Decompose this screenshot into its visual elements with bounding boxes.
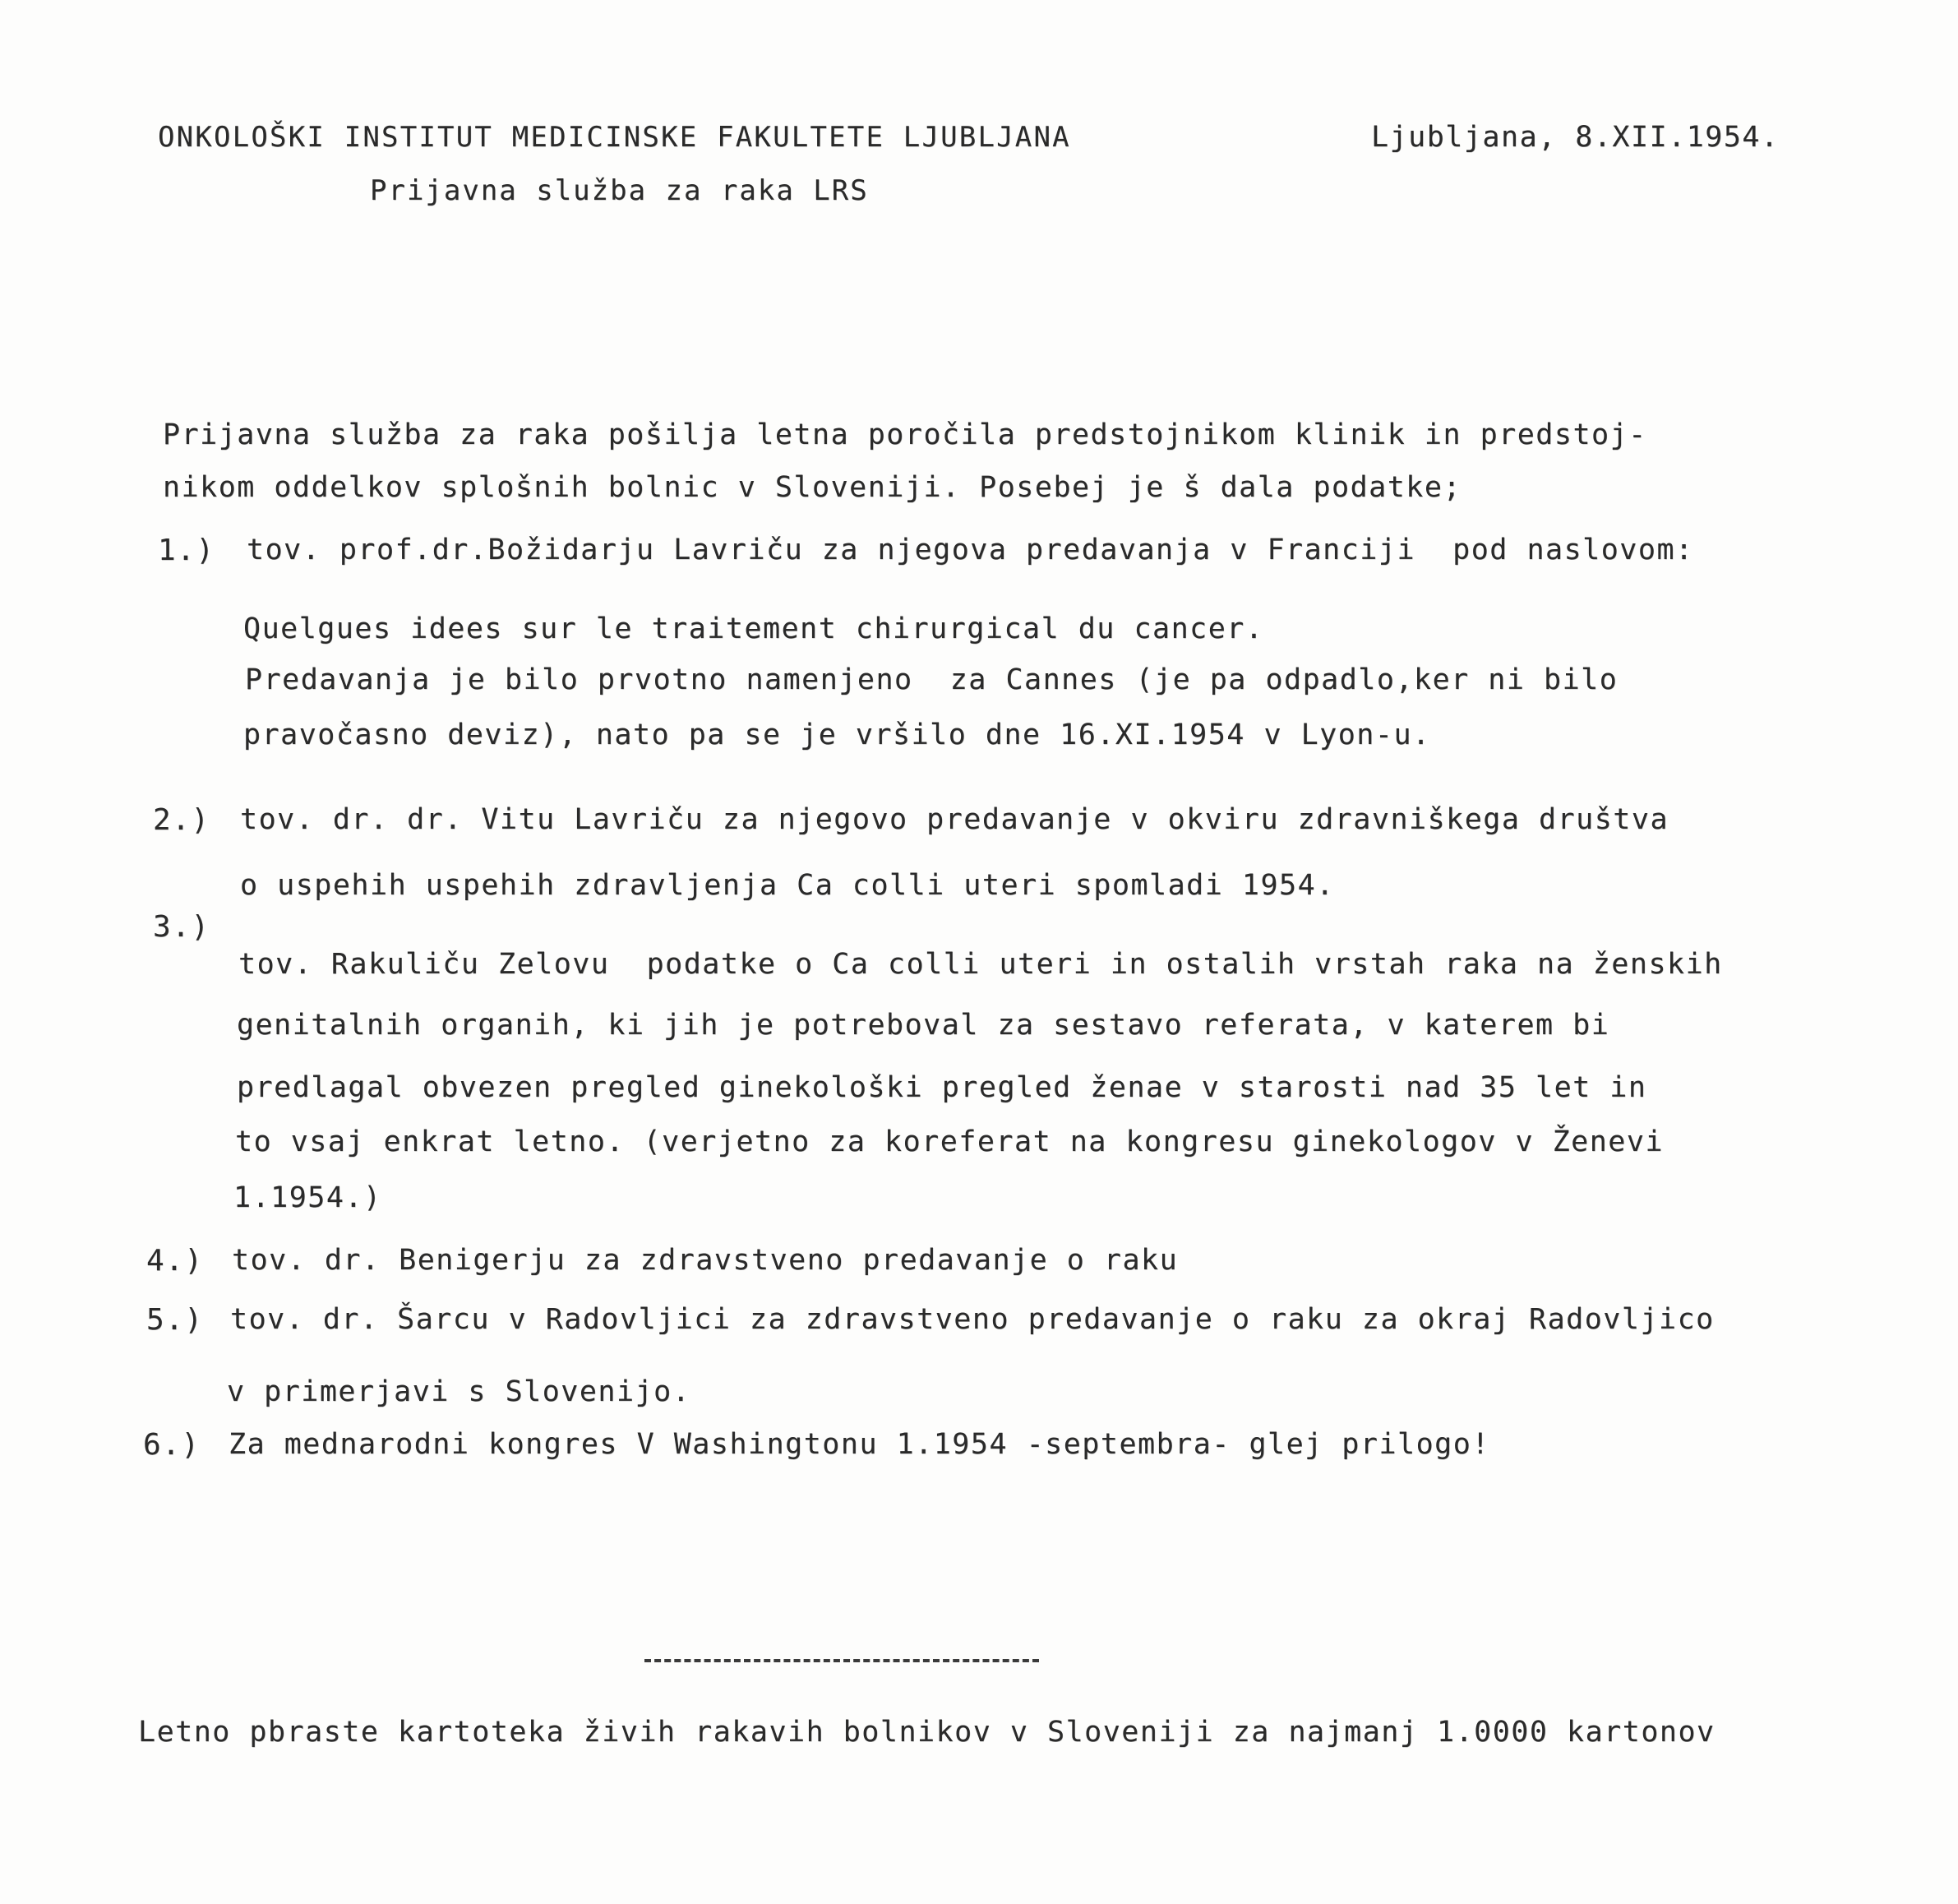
document-date: Ljubljana, 8.XII.1954. xyxy=(1371,121,1780,154)
item-line: tov. Rakuliču Zelovu podatke o Ca colli uteri in ostalih vrstah raka na ženskih xyxy=(238,948,1723,981)
footer-note: Letno pbraste kartoteka živih rakavih bolnikov v Sloveniji za najmanj 1.0000 kartonov xyxy=(138,1716,1716,1749)
item-line: Quelgues idees sur le traitement chirurgical du cancer. xyxy=(243,612,1264,645)
item-line: tov. dr. Šarcu v Radovljici za zdravstveno predavanje o raku za okraj Radovljico xyxy=(230,1303,1715,1336)
item-line: o uspehih uspehih zdravljenja Ca colli uteri spomladi 1954. xyxy=(240,869,1335,902)
item-line: Predavanja je bilo prvotno namenjeno za Cannes (je pa odpadlo,ker ni bilo xyxy=(245,663,1619,696)
item-line: predlagal obvezen pregled ginekološki pregled ženae v starosti nad 35 let in xyxy=(237,1071,1647,1104)
item-line: pravočasno deviz), nato pa se je vršilo dne 16.XI.1954 v Lyon-u. xyxy=(243,719,1431,751)
item-number: 2.) xyxy=(153,803,210,837)
item-number: 6.) xyxy=(143,1428,201,1462)
dashed-divider xyxy=(644,1659,1039,1666)
item-line: to vsaj enkrat letno. (verjetno za koreferat na kongresu ginekologov v Ženevi xyxy=(235,1125,1665,1158)
item-number: 4.) xyxy=(146,1244,204,1278)
intro-line-2: nikom oddelkov splošnih bolnic v Sloveniji. Posebej je š dala podatke; xyxy=(163,471,1462,504)
intro-line-1: Prijavna služba za raka pošilja letna poročila predstojnikom klinik in predstoj- xyxy=(163,418,1647,451)
item-line: tov. prof.dr.Božidarju Lavriču za njegova predavanja v Franciji pod naslovom: xyxy=(247,534,1694,566)
service-subheading: Prijavna služba za raka LRS xyxy=(370,174,869,207)
item-line: tov. dr. dr. Vitu Lavriču za njegovo predavanje v okviru zdravniškega društva xyxy=(240,803,1669,836)
institution-heading: ONKOLOŠKI INSTITUT MEDICINSKE FAKULTETE LJUBLJANA xyxy=(158,121,1071,154)
item-number: 1.) xyxy=(158,534,215,567)
item-number: 5.) xyxy=(146,1303,204,1337)
item-line: Za mednarodni kongres V Washingtonu 1.1954 -septembra- glej prilogo! xyxy=(229,1428,1490,1461)
item-line: genitalnih organih, ki jih je potreboval za sestavo referata, v katerem bi xyxy=(237,1009,1610,1042)
item-number: 3.) xyxy=(153,910,210,944)
item-line: tov. dr. Benigerju za zdravstveno predavanje o raku xyxy=(232,1244,1179,1277)
item-line: 1.1954.) xyxy=(233,1181,382,1214)
item-line: v primerjavi s Slovenijo. xyxy=(227,1375,691,1408)
